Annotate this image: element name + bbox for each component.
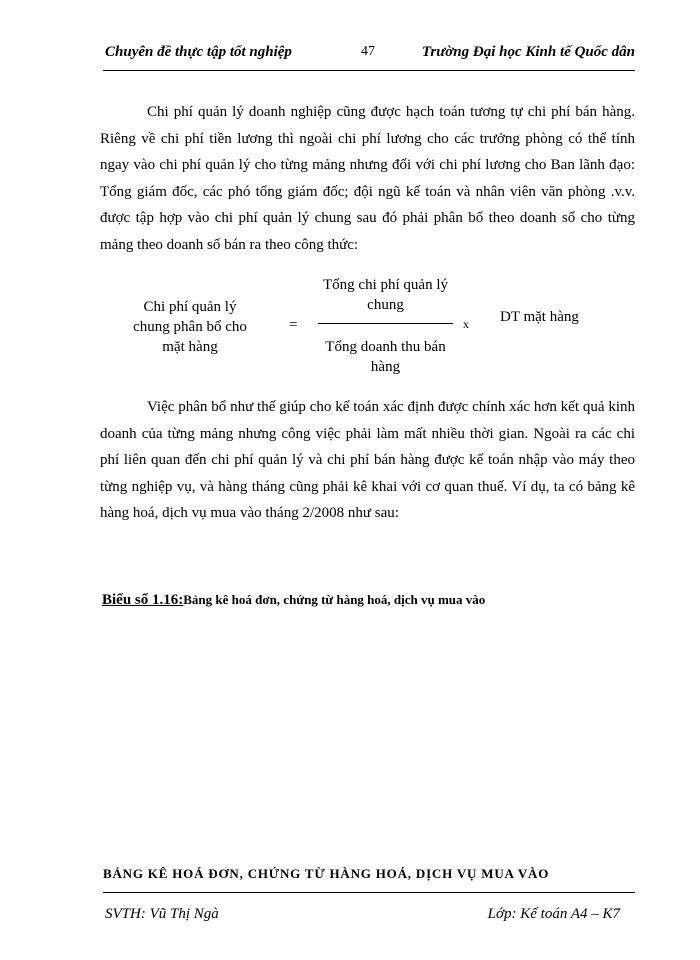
formula-equals: = <box>289 317 298 333</box>
paragraph-allocation-note: Việc phân bổ như thế giúp cho kế toán xác định được chính xác hơn kết quả kinh doanh của từng mảng nhưng công việc phải làm mất nhiều thời gian. Ngoài ra các chi phí liên quan đến chi phí quản lý và chi phí bán hàng được kế toán nhập vào máy theo từng nghiệp vụ, và hàng tháng cũng phải kê khai với cơ quan thuế. Ví dụ, ta có bảng kê hàng hoá, dịch vụ mua vào tháng 2/2008 như sau: <box>100 399 635 522</box>
table-title: BẢNG KÊ HOÁ ĐƠN, CHỨNG TỪ HÀNG HOÁ, DỊCH VỤ MUA VÀO <box>103 866 550 881</box>
paragraph-management-cost: Chi phí quản lý doanh nghiệp cũng được hạch toán tương tự chi phí bán hàng. Riêng về chi phí tiền lương thì ngoài chi phí lương cho các trưởng phòng có thể tính ngay vào chi phí quản lý cho từng mảng nhưng đối với chi phí lương cho Ban lãnh đạo: Tổng giám đốc, các phó tổng giám đốc; đội ngũ kế toán và nhân viên văn phòng .v.v. được tập hợp vào chi phí quản lý chung sau đó phải phân bổ theo doanh số cho từng mảng theo doanh số bán ra theo công thức: <box>100 104 635 253</box>
formula-denominator: Tổng doanh thu bán hàng <box>325 339 446 375</box>
footer-rule <box>103 892 635 893</box>
formula-lhs: Chi phí quản lý chung phân bổ cho mặt hàng <box>133 299 247 355</box>
figure-label: Biểu số 1.16: <box>102 592 184 608</box>
allocation-formula <box>100 275 635 385</box>
page-footer <box>105 906 620 930</box>
figure-caption <box>102 592 485 609</box>
figure-title: Bảng kê hoá đơn, chứng từ hàng hoá, dịch vụ mua vào <box>183 592 486 607</box>
fraction-bar <box>318 323 453 324</box>
formula-numerator: Tổng chi phí quản lý chung <box>323 277 448 313</box>
formula-rhs: DT mặt hàng <box>500 309 579 325</box>
page-number: 47 <box>361 44 375 59</box>
header-report-title: Chuyên đề thực tập tốt nghiệp <box>105 44 292 60</box>
header-university: Trường Đại học Kinh tế Quốc dân <box>421 44 635 60</box>
footer-class: Lớp: Kế toán A4 – K7 <box>487 906 620 922</box>
footer-student: SVTH: Vũ Thị Ngà <box>105 906 219 922</box>
formula-times: x <box>463 317 469 331</box>
page-header <box>105 40 635 68</box>
header-rule <box>103 70 635 71</box>
